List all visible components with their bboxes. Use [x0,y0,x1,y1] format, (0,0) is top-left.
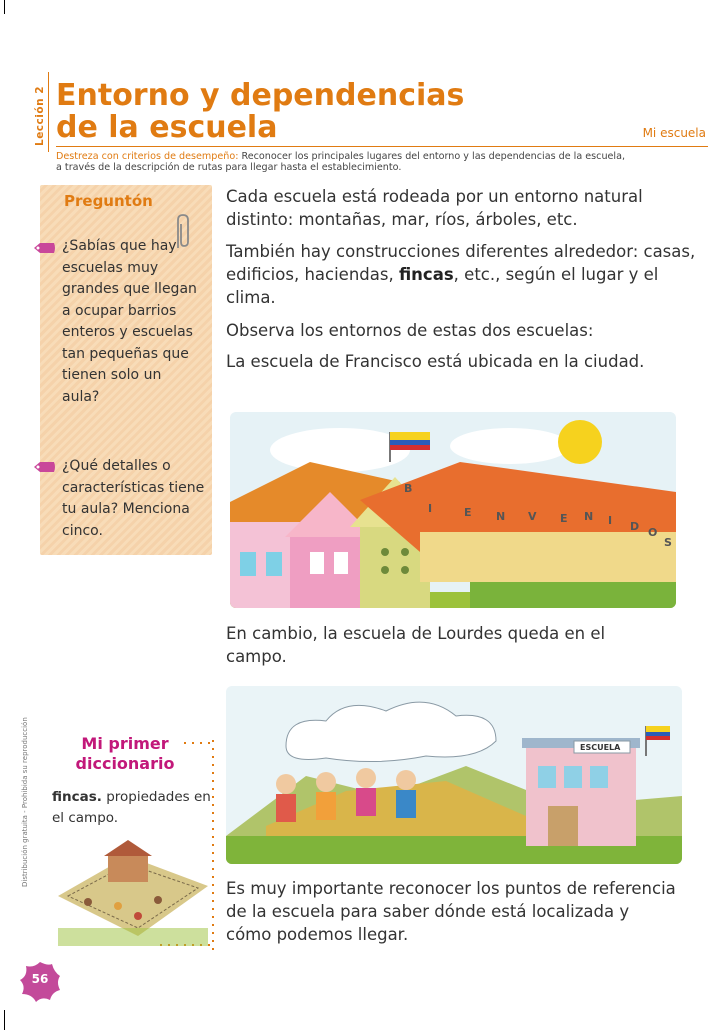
pencil-bullet-icon [34,242,56,254]
banner-letter: D [630,520,640,533]
dotted-border [184,742,214,744]
dictionary-definition [52,787,212,829]
banner-letter: N [496,510,506,523]
dictionary-title-line-2: diccionario [75,754,175,773]
banner-letter: V [528,510,537,523]
banner-letter: E [560,512,568,525]
banner-letter: O [648,526,658,539]
destreza-body: Reconocer los principales lugares del entorno y las dependencias de la escuela, [238,151,626,162]
paragraph-text: , etc., según el lugar y el clima. [226,265,659,307]
keyword-fincas: fincas [398,265,454,284]
page-number: 56 [31,972,49,986]
header-divider [48,72,49,152]
banner-letter: N [584,510,594,523]
paragraph-intro: Cada escuela está rodeada por un entorno natural distinto: montañas, mar, ríos, árboles, etc. [226,187,643,229]
paragraph-text: También hay construcciones diferentes alrededor: casas, edificios, haciendas, [226,242,696,284]
paragraph-country: En cambio, la escuela de Lourdes queda en el campo. [226,624,606,666]
banner-letter: I [428,502,433,515]
banner-letter: B [404,482,413,495]
city-school-illustration [230,412,676,608]
destreza-text [56,151,686,173]
crop-mark [4,0,5,14]
destreza-label: Destreza con criterios de desempeño: [56,151,239,162]
school-sign: ESCUELA [580,743,621,752]
lesson-label: Lección 2 [34,85,46,146]
paragraph-observe: Observa los entornos de estas dos escuelas: [226,321,594,340]
dictionary-definition-text: propiedades en el campo. [52,789,211,826]
dotted-border [212,740,214,950]
farm-illustration [58,836,208,946]
dictionary-term: fincas. [52,789,102,805]
dictionary-title-line-1: Mi primer [81,734,169,753]
pregunton-question-2: ¿Qué detalles o características tiene tu aula? Menciona cinco. [62,458,205,539]
pregunton-title: Preguntón [64,192,153,210]
country-school-illustration [226,686,682,864]
pregunton-question-1: ¿Sabías que hay escuelas muy grandes que llegan a ocupar barrios enteros y escuelas tan pequeñas que tienen solo un aula? [62,238,197,405]
lesson-tab [30,70,48,152]
pencil-bullet-icon [34,461,56,473]
subject-label: Mi escuela [642,126,706,140]
header-rule [56,146,708,147]
destreza-body-2: a través de la descripción de rutas para llegar hasta el establecimiento. [56,162,402,173]
distribution-note-text: Distribución gratuita - Prohibida su reproducción [21,717,29,887]
page-title [56,80,616,144]
banner-letter: E [464,506,472,519]
title-line-1: Entorno y dependencias [56,78,465,113]
paragraph-city: La escuela de Francisco está ubicada en la ciudad. [226,352,645,371]
banner-letter: I [608,514,613,527]
title-line-2: de la escuela [56,110,278,145]
distribution-note [18,717,32,890]
banner-letter: S [664,536,672,549]
dictionary-title [60,734,190,774]
crop-mark [4,1010,5,1030]
paragraph-reference-points: Es muy importante reconocer los puntos de referencia de la escuela para saber dónde está localizada y cómo podemos llegar. [226,879,676,944]
paragraph-constructions [226,240,696,309]
